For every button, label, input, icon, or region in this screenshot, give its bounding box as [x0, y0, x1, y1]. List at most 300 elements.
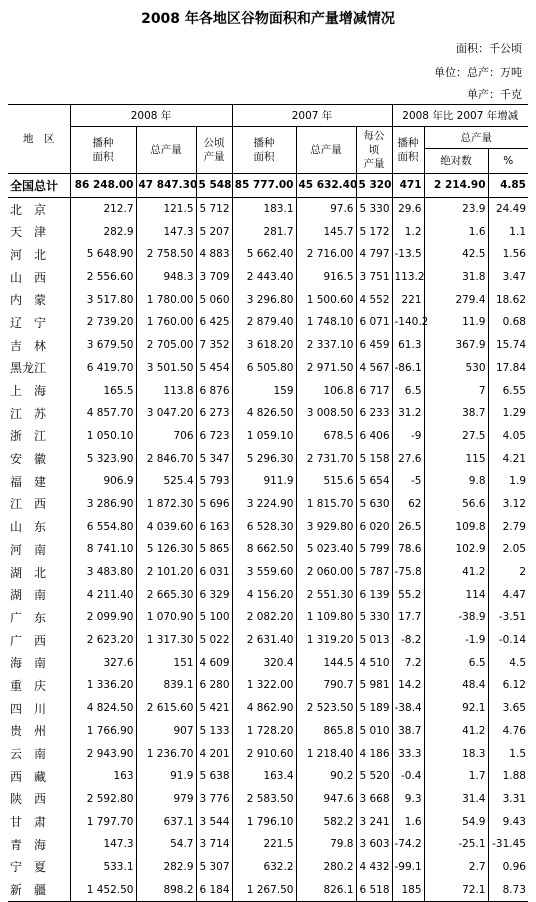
value-cell: 3 751 [356, 266, 392, 289]
value-cell: 5 520 [356, 765, 392, 788]
value-cell: -31.45 [492, 838, 526, 851]
header-change-pct: % [488, 149, 528, 174]
value-cell: 5 799 [356, 538, 392, 561]
value-cell: 31.2 [392, 402, 424, 425]
value-cell: 4 201 [196, 742, 232, 765]
table-row [8, 720, 528, 743]
value-cell: -38.9 [424, 606, 488, 629]
value-cell: 31.4 [424, 788, 488, 811]
value-cell: 839.1 [136, 674, 196, 697]
value-cell: 5 865 [196, 538, 232, 561]
value-cell: 280.2 [296, 856, 356, 879]
value-cell: 2.05 [502, 543, 526, 556]
value-cell: 8 741.10 [70, 538, 136, 561]
value-cell: 1 050.10 [70, 425, 136, 448]
value-cell: 5 454 [196, 357, 232, 380]
table-row [8, 266, 528, 289]
value-cell: 78.6 [392, 538, 424, 561]
value-cell: 948.3 [136, 266, 196, 289]
table-row [8, 538, 528, 561]
value-cell: 1 872.30 [136, 493, 196, 516]
value-cell: 5 662.40 [232, 243, 296, 266]
region-cell: 全国总计 [8, 174, 70, 198]
value-cell: 947.6 [296, 788, 356, 811]
value-cell: 2 060.00 [296, 561, 356, 584]
value-cell: 1 797.70 [70, 810, 136, 833]
value-cell: 6 139 [356, 583, 392, 606]
value-cell: 91.9 [136, 765, 196, 788]
value-cell: 5 060 [196, 288, 232, 311]
value-cell: 1 336.20 [70, 674, 136, 697]
value-cell: 9.3 [392, 788, 424, 811]
value-cell: 4.21 [502, 452, 526, 465]
value-cell: 4 824.50 [70, 697, 136, 720]
value-cell: 4 432 [356, 856, 392, 879]
value-cell: 2 615.60 [136, 697, 196, 720]
value-cell: 17.84 [495, 361, 526, 374]
value-cell: 56.6 [424, 493, 488, 516]
value-cell: 6 459 [356, 334, 392, 357]
table-row [8, 425, 528, 448]
value-cell: 582.2 [296, 810, 356, 833]
value-cell: 6 528.30 [232, 515, 296, 538]
value-cell: 1 748.10 [296, 311, 356, 334]
header-2007: 2007 年 [232, 105, 392, 127]
value-cell: 2 631.40 [232, 629, 296, 652]
table-row [8, 878, 528, 901]
value-cell: 62 [392, 493, 424, 516]
value-cell: 6 163 [196, 515, 232, 538]
region-cell: 山 西 [8, 266, 70, 289]
value-cell: 47 847.30 [136, 174, 196, 198]
table-row [8, 674, 528, 697]
value-cell: 27.5 [424, 425, 488, 448]
value-cell: 5 548 [196, 174, 232, 198]
value-cell: 55.2 [392, 583, 424, 606]
value-cell: 18.3 [424, 742, 488, 765]
region-cell: 北 京 [8, 197, 70, 220]
region-cell: 江 西 [8, 493, 70, 516]
value-cell: 9.8 [424, 470, 488, 493]
region-cell: 新 疆 [8, 878, 70, 901]
value-cell: -38.4 [392, 697, 424, 720]
value-cell: -99.1 [392, 856, 424, 879]
region-cell: 湖 北 [8, 561, 70, 584]
value-cell: 6 273 [196, 402, 232, 425]
value-cell: 23.9 [424, 197, 488, 220]
table-row [8, 833, 528, 856]
value-cell: 85 777.00 [232, 174, 296, 198]
value-cell: -13.5 [392, 243, 424, 266]
value-cell: 1 500.60 [296, 288, 356, 311]
value-cell: 3 296.80 [232, 288, 296, 311]
page-title: 2008 年各地区谷物面积和产量增减情况 [141, 11, 395, 27]
total-row [8, 174, 528, 198]
value-cell: 367.9 [424, 334, 488, 357]
value-cell: 97.6 [296, 197, 356, 220]
value-cell: 1 218.40 [296, 742, 356, 765]
header-change: 2008 年比 2007 年增减 [392, 105, 528, 127]
value-cell: 790.7 [296, 674, 356, 697]
value-cell: 163.4 [232, 765, 296, 788]
value-cell: 5 648.90 [70, 243, 136, 266]
value-cell: 2 665.30 [136, 583, 196, 606]
region-cell: 云 南 [8, 742, 70, 765]
region-cell: 内 蒙 [8, 288, 70, 311]
value-cell: 11.9 [424, 311, 488, 334]
value-cell: 113.8 [136, 379, 196, 402]
value-cell: -8.2 [392, 629, 424, 652]
region-cell: 广 东 [8, 606, 70, 629]
value-cell: 6.5 [392, 379, 424, 402]
value-cell: 525.4 [136, 470, 196, 493]
value-cell: 106.8 [296, 379, 356, 402]
value-cell: 1 760.00 [136, 311, 196, 334]
value-cell: 2 551.30 [296, 583, 356, 606]
value-cell: 3.12 [502, 497, 526, 510]
value-cell: 2 099.90 [70, 606, 136, 629]
value-cell: 3.31 [502, 792, 526, 805]
value-cell: 3 709 [196, 266, 232, 289]
value-cell: 5 133 [196, 720, 232, 743]
value-cell: 5 347 [196, 447, 232, 470]
value-cell: 281.7 [232, 220, 296, 243]
value-cell: 6 505.80 [232, 357, 296, 380]
header-2008-yield: 公顷 产量 [196, 127, 232, 174]
region-cell: 青 海 [8, 833, 70, 856]
unit-yield: 单产：千克 [467, 88, 522, 101]
header-region: 地 区 [8, 105, 70, 174]
value-cell: 2 082.20 [232, 606, 296, 629]
value-cell: 279.4 [424, 288, 488, 311]
value-cell: 221 [392, 288, 424, 311]
region-cell: 四 川 [8, 697, 70, 720]
table-row [8, 493, 528, 516]
value-cell: 0.68 [502, 316, 526, 329]
value-cell: 8 662.50 [232, 538, 296, 561]
value-cell: -9 [392, 425, 424, 448]
value-cell: 5 010 [356, 720, 392, 743]
value-cell: 7 [424, 379, 488, 402]
value-cell: 26.5 [392, 515, 424, 538]
value-cell: 3 517.80 [70, 288, 136, 311]
value-cell: 1 267.50 [232, 878, 296, 901]
region-cell: 湖 南 [8, 583, 70, 606]
value-cell: 42.5 [424, 243, 488, 266]
value-cell: 2 214.90 [424, 174, 488, 198]
table-row [8, 788, 528, 811]
value-cell: 4 826.50 [232, 402, 296, 425]
value-cell: -0.14 [498, 634, 526, 647]
value-cell: 221.5 [232, 833, 296, 856]
value-cell: 109.8 [424, 515, 488, 538]
value-cell: 1.6 [392, 810, 424, 833]
value-cell: 5 100 [196, 606, 232, 629]
header-2008-sown: 播种 面积 [70, 127, 136, 174]
value-cell: 678.5 [296, 425, 356, 448]
value-cell: 979 [136, 788, 196, 811]
value-cell: 6 329 [196, 583, 232, 606]
value-cell: 907 [136, 720, 196, 743]
value-cell: 4 797 [356, 243, 392, 266]
value-cell: 2 583.50 [232, 788, 296, 811]
value-cell: 3 618.20 [232, 334, 296, 357]
value-cell: 4 552 [356, 288, 392, 311]
value-cell: 3 603 [356, 833, 392, 856]
region-cell: 吉 林 [8, 334, 70, 357]
value-cell: 5 158 [356, 447, 392, 470]
value-cell: -5 [392, 470, 424, 493]
value-cell: 4 156.20 [232, 583, 296, 606]
table-row [8, 470, 528, 493]
region-cell: 上 海 [8, 379, 70, 402]
value-cell: 4 883 [196, 243, 232, 266]
value-cell: 4 862.90 [232, 697, 296, 720]
value-cell: 38.7 [392, 720, 424, 743]
value-cell: 3 008.50 [296, 402, 356, 425]
value-cell: 1 452.50 [70, 878, 136, 901]
value-cell: 4.05 [502, 429, 526, 442]
value-cell: 2 731.70 [296, 447, 356, 470]
value-cell: 61.3 [392, 334, 424, 357]
region-cell: 山 东 [8, 515, 70, 538]
value-cell: 165.5 [70, 379, 136, 402]
value-cell: 79.8 [296, 833, 356, 856]
value-cell: 2 101.20 [136, 561, 196, 584]
value-cell: 1.5 [509, 747, 526, 760]
value-cell: 6.12 [502, 679, 526, 692]
value-cell: 4.47 [502, 588, 526, 601]
value-cell: 1 322.00 [232, 674, 296, 697]
value-cell: 5 296.30 [232, 447, 296, 470]
region-cell: 辽 宁 [8, 311, 70, 334]
value-cell: 41.2 [424, 561, 488, 584]
value-cell: 113.2 [392, 266, 424, 289]
region-cell: 西 藏 [8, 765, 70, 788]
value-cell: 1.2 [392, 220, 424, 243]
value-cell: 906.9 [70, 470, 136, 493]
region-cell: 河 北 [8, 243, 70, 266]
value-cell: 14.2 [392, 674, 424, 697]
value-cell: 3 047.20 [136, 402, 196, 425]
value-cell: 4 857.70 [70, 402, 136, 425]
region-cell: 贵 州 [8, 720, 70, 743]
value-cell: 92.1 [424, 697, 488, 720]
value-cell: 2 337.10 [296, 334, 356, 357]
value-cell: 102.9 [424, 538, 488, 561]
value-cell: 15.74 [495, 339, 526, 352]
value-cell: 5 696 [196, 493, 232, 516]
table-row [8, 220, 528, 243]
unit-total: 单位：总产：万吨 [434, 66, 522, 79]
value-cell: 45 632.40 [296, 174, 356, 198]
value-cell: 5 320 [356, 174, 392, 198]
value-cell: 2 523.50 [296, 697, 356, 720]
value-cell: 6 031 [196, 561, 232, 584]
value-cell: 1 059.10 [232, 425, 296, 448]
value-cell: 4.5 [509, 656, 526, 669]
table-row [8, 629, 528, 652]
value-cell: 4.85 [488, 174, 528, 198]
value-cell: 2 443.40 [232, 266, 296, 289]
region-cell: 安 徽 [8, 447, 70, 470]
header-change-abs: 绝对数 [424, 149, 488, 174]
value-cell: 3 559.60 [232, 561, 296, 584]
value-cell: -3.51 [498, 611, 526, 624]
value-cell: 4 510 [356, 651, 392, 674]
value-cell: 5 307 [196, 856, 232, 879]
region-cell: 浙 江 [8, 425, 70, 448]
value-cell: 5 421 [196, 697, 232, 720]
value-cell: 5 330 [356, 197, 392, 220]
value-cell: 3 501.50 [136, 357, 196, 380]
value-cell: 2 556.60 [70, 266, 136, 289]
value-cell: 9.43 [502, 815, 526, 828]
value-cell: 54.9 [424, 810, 488, 833]
value-cell: 33.3 [392, 742, 424, 765]
value-cell: 1 815.70 [296, 493, 356, 516]
value-cell: 5 323.90 [70, 447, 136, 470]
table-row [8, 765, 528, 788]
value-cell: 159 [232, 379, 296, 402]
value-cell: 3 483.80 [70, 561, 136, 584]
table-row [8, 197, 528, 220]
value-cell: 471 [392, 174, 424, 198]
table-row [8, 561, 528, 584]
value-cell: 31.8 [424, 266, 488, 289]
value-cell: 1 109.80 [296, 606, 356, 629]
value-cell: 916.5 [296, 266, 356, 289]
table-row [8, 697, 528, 720]
value-cell: 121.5 [136, 197, 196, 220]
value-cell: 147.3 [70, 833, 136, 856]
value-cell: 24.49 [495, 203, 526, 216]
value-cell: 3 668 [356, 788, 392, 811]
value-cell: 3 679.50 [70, 334, 136, 357]
value-cell: 1 796.10 [232, 810, 296, 833]
value-cell: -1.9 [424, 629, 488, 652]
region-cell: 福 建 [8, 470, 70, 493]
value-cell: 282.9 [70, 220, 136, 243]
value-cell: 38.7 [424, 402, 488, 425]
value-cell: 5 654 [356, 470, 392, 493]
value-cell: 1.88 [502, 770, 526, 783]
table-row [8, 515, 528, 538]
value-cell: 6 406 [356, 425, 392, 448]
value-cell: 17.7 [392, 606, 424, 629]
value-cell: 5 022 [196, 629, 232, 652]
value-cell: 5 172 [356, 220, 392, 243]
value-cell: 282.9 [136, 856, 196, 879]
header-2007-sown: 播种 面积 [232, 127, 296, 174]
value-cell: 6 425 [196, 311, 232, 334]
value-cell: 115 [424, 447, 488, 470]
table-row [8, 810, 528, 833]
value-cell: 3 241 [356, 810, 392, 833]
unit-area: 面积：千公顷 [456, 42, 522, 55]
value-cell: 6.55 [502, 384, 526, 397]
value-cell: 1.56 [502, 248, 526, 261]
value-cell: 90.2 [296, 765, 356, 788]
table-row [8, 447, 528, 470]
value-cell: 185 [392, 878, 424, 901]
value-cell: 27.6 [392, 447, 424, 470]
value-cell: 4 211.40 [70, 583, 136, 606]
value-cell: 1 236.70 [136, 742, 196, 765]
header-change-sown: 播种 面积 [392, 127, 424, 174]
value-cell: 4 609 [196, 651, 232, 674]
value-cell: 54.7 [136, 833, 196, 856]
value-cell: 5 638 [196, 765, 232, 788]
value-cell: 6.5 [424, 651, 488, 674]
value-cell: 5 787 [356, 561, 392, 584]
value-cell: 8.73 [488, 878, 528, 901]
value-cell: 5 712 [196, 197, 232, 220]
value-cell: 6 717 [356, 379, 392, 402]
table-row [8, 606, 528, 629]
table-row [8, 856, 528, 879]
value-cell: 5 793 [196, 470, 232, 493]
value-cell: 72.1 [424, 878, 488, 901]
value-cell: 6 020 [356, 515, 392, 538]
value-cell: 865.8 [296, 720, 356, 743]
value-cell: 2.7 [424, 856, 488, 879]
region-cell: 陕 西 [8, 788, 70, 811]
value-cell: 1 319.20 [296, 629, 356, 652]
value-cell: -25.1 [424, 833, 488, 856]
value-cell: 212.7 [70, 197, 136, 220]
value-cell: 637.1 [136, 810, 196, 833]
value-cell: 2 592.80 [70, 788, 136, 811]
value-cell: 2 739.20 [70, 311, 136, 334]
value-cell: 2 [519, 566, 526, 579]
value-cell: 5 013 [356, 629, 392, 652]
value-cell: 1 317.30 [136, 629, 196, 652]
table-row [8, 742, 528, 765]
value-cell: 147.3 [136, 220, 196, 243]
table-row [8, 583, 528, 606]
value-cell: 2 623.20 [70, 629, 136, 652]
value-cell: 1.9 [509, 475, 526, 488]
value-cell: 18.62 [495, 293, 526, 306]
value-cell: 2 705.00 [136, 334, 196, 357]
value-cell: 3.47 [502, 271, 526, 284]
value-cell: 898.2 [136, 878, 196, 901]
table-row [8, 243, 528, 266]
value-cell: 48.4 [424, 674, 488, 697]
value-cell: 5 330 [356, 606, 392, 629]
header-change-total: 总产量 [424, 127, 528, 149]
header-2007-yield: 每公顷 产量 [356, 127, 392, 174]
value-cell: 3 714 [196, 833, 232, 856]
header-2008-total: 总产量 [136, 127, 196, 174]
value-cell: 7 352 [196, 334, 232, 357]
value-cell: 6 554.80 [70, 515, 136, 538]
value-cell: 3.65 [502, 702, 526, 715]
value-cell: 533.1 [70, 856, 136, 879]
value-cell: -75.8 [392, 561, 424, 584]
value-cell: 6 233 [356, 402, 392, 425]
value-cell: 911.9 [232, 470, 296, 493]
region-cell: 广 西 [8, 629, 70, 652]
value-cell: 3 286.90 [70, 493, 136, 516]
value-cell: 7.2 [392, 651, 424, 674]
table-row [8, 357, 528, 380]
value-cell: -86.1 [392, 357, 424, 380]
value-cell: 4 567 [356, 357, 392, 380]
value-cell: 1.6 [424, 220, 488, 243]
value-cell: 86 248.00 [70, 174, 136, 198]
